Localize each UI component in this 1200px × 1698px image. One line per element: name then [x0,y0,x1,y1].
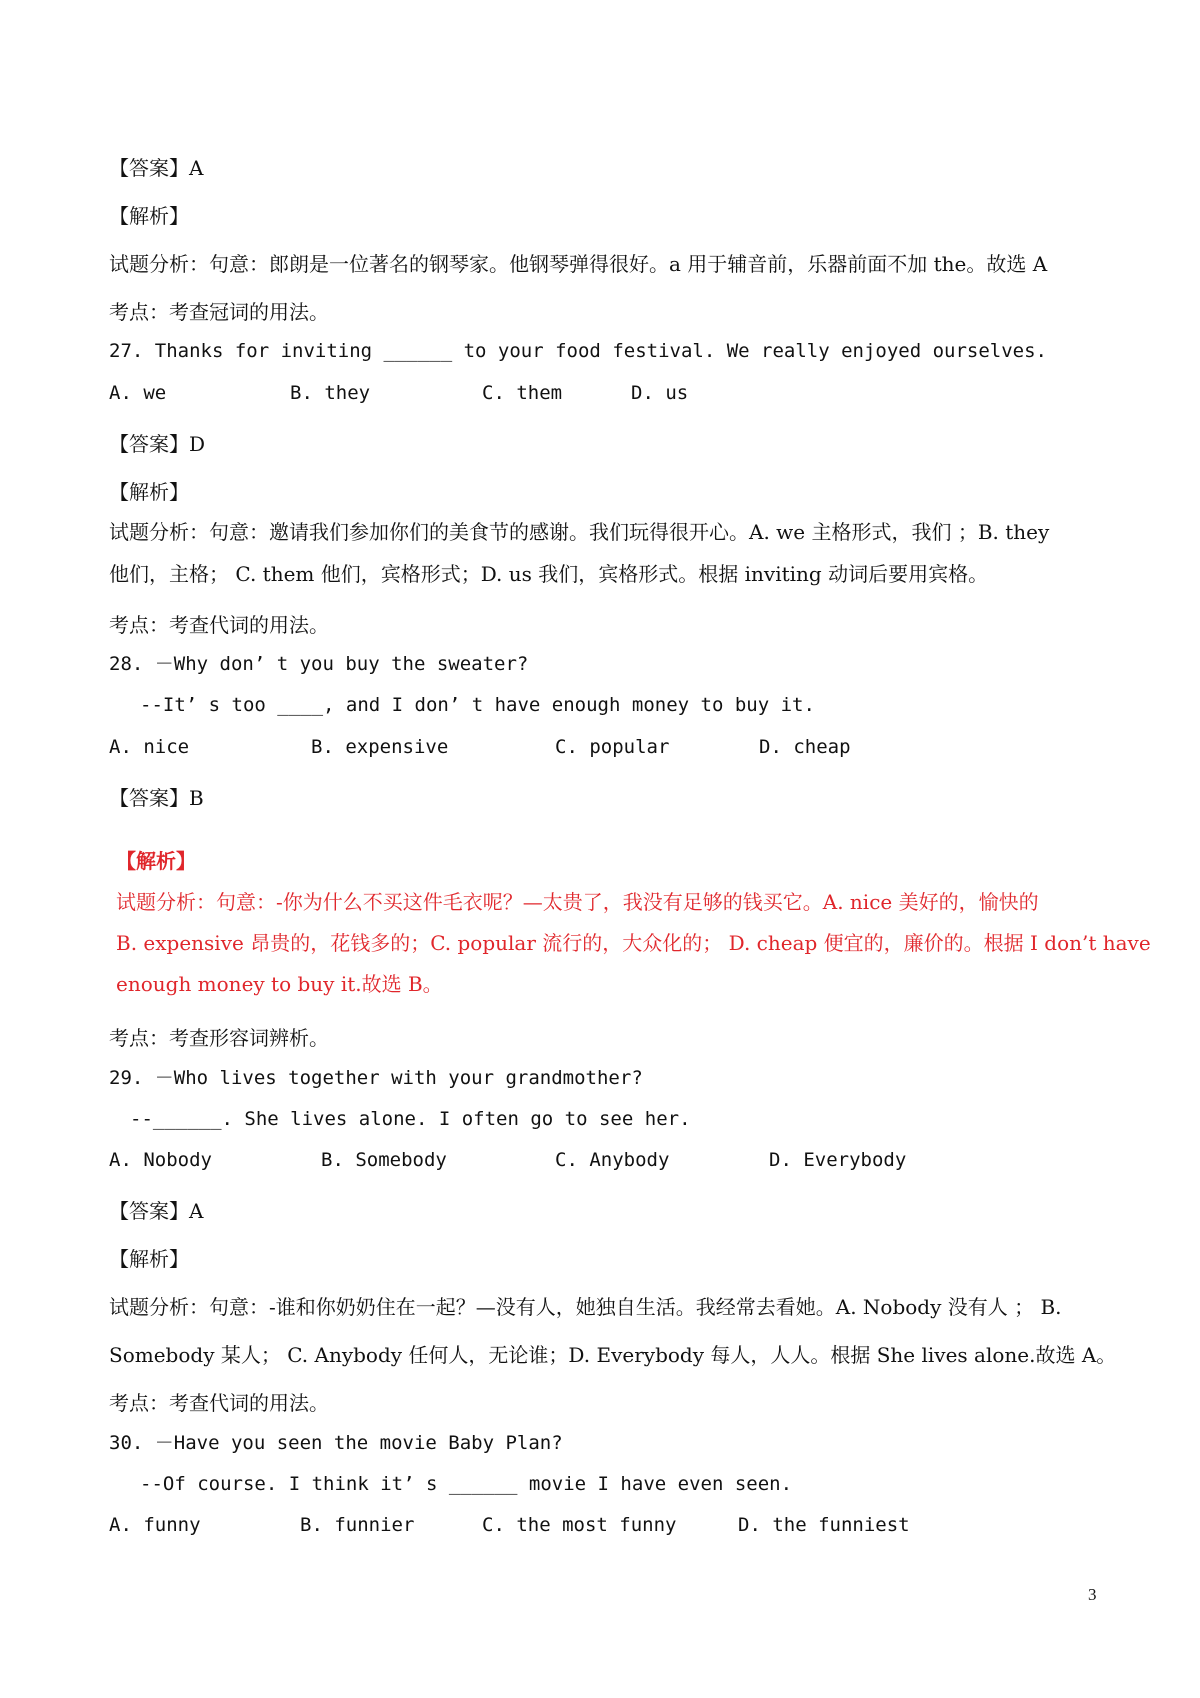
option-30-b: B. funnier [300,1514,415,1536]
analysis-text-27-line1: 试题分析：句意：邀请我们参加你们的美食节的感谢。我们玩得很开心。A. we 主格形式，我们 ；B. they [109,520,1050,544]
question-28-line2: --It’ s too ____, and I don’ t have enough money to buy it. [140,694,815,716]
analysis-label-26: 【解析】 [109,204,189,228]
page-number: 3 [1088,1585,1097,1604]
option-27-b: B. they [290,382,371,404]
option-28-c: C. popular [555,736,670,758]
answer-line-28: 【答案】B [109,786,204,810]
option-30-a: A. funny [109,1514,201,1536]
exam-point-28: 考点：考查形容词辨析。 [109,1026,329,1050]
analysis-text-29-line2: Somebody 某人； C. Anybody 任何人，无论谁；D. Everybody 每人，人人。根据 She lives alone.故选 A。 [109,1343,1117,1367]
option-28-d: D. cheap [759,736,851,758]
question-28-line1: 28. －Why don’ t you buy the sweater? [109,653,529,675]
option-29-a: A. Nobody [109,1149,212,1171]
answer-line-26: 【答案】A [109,156,204,180]
exam-point-29: 考点：考查代词的用法。 [109,1391,329,1415]
option-29-d: D. Everybody [769,1149,907,1171]
option-30-d: D. the funniest [738,1514,910,1536]
analysis-text-28-line1: 试题分析：句意：-你为什么不买这件毛衣呢？—太贵了，我没有足够的钱买它。A. nice 美好的，愉快的 [116,890,1039,914]
option-28-b: B. expensive [311,736,449,758]
analysis-text-27-line2: 他们，主格； C. them 他们，宾格形式；D. us 我们，宾格形式。根据 inviting 动词后要用宾格。 [109,562,989,586]
question-27: 27. Thanks for inviting ______ to your food festival. We really enjoyed ourselves. [109,340,1047,362]
question-29-line2: --______. She lives alone. I often go to see her. [130,1108,691,1130]
exam-point-26: 考点：考查冠词的用法。 [109,300,329,324]
option-28-a: A. nice [109,736,190,758]
option-29-b: B. Somebody [321,1149,447,1171]
option-29-c: C. Anybody [555,1149,670,1171]
analysis-text-29-line1: 试题分析：句意：-谁和你奶奶住在一起？—没有人，她独自生活。我经常去看她。A. Nobody 没有人 ； B. [109,1295,1062,1319]
option-30-c: C. the most funny [482,1514,677,1536]
analysis-text-28-line3: enough money to buy it.故选 B。 [116,972,443,996]
exam-point-27: 考点：考查代词的用法。 [109,613,329,637]
option-27-c: C. them [482,382,563,404]
question-29-line1: 29. －Who lives together with your grandmother? [109,1067,643,1089]
question-30-line1: 30. －Have you seen the movie Baby Plan? [109,1432,563,1454]
analysis-text-28-line2: B. expensive 昂贵的，花钱多的；C. popular 流行的，大众化的； D. cheap 便宜的，廉价的。根据 I don’t have [116,931,1151,955]
option-27-a: A. we [109,382,167,404]
option-27-d: D. us [631,382,689,404]
question-30-line2: --Of course. I think it’ s ______ movie I have even seen. [140,1473,793,1495]
analysis-label-28: 【解析】 [116,849,196,873]
answer-line-29: 【答案】A [109,1199,204,1223]
answer-line-27: 【答案】D [109,432,206,456]
analysis-label-29: 【解析】 [109,1247,189,1271]
analysis-label-27: 【解析】 [109,480,189,504]
analysis-text-26: 试题分析：句意：郎朗是一位著名的钢琴家。他钢琴弹得很好。a 用于辅音前，乐器前面不加 the。故选 A [109,252,1048,276]
